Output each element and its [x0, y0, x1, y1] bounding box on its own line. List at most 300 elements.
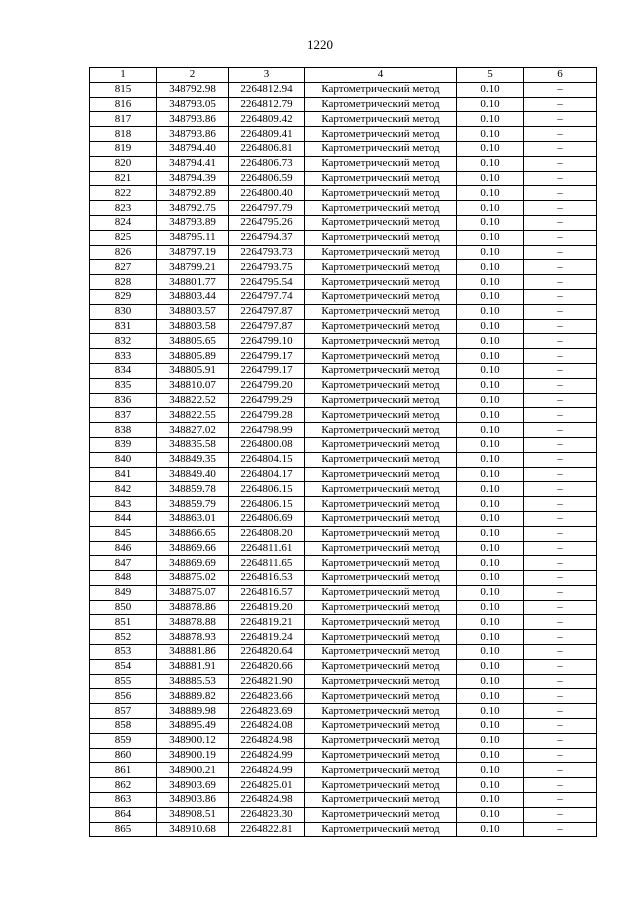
table-cell: 0.10 [457, 437, 524, 452]
table-cell: – [524, 733, 597, 748]
table-cell: 348900.19 [157, 748, 229, 763]
table-cell: 0.10 [457, 156, 524, 171]
table-cell: 0.10 [457, 704, 524, 719]
table-cell: – [524, 97, 597, 112]
table-cell: 837 [90, 408, 157, 423]
table-cell: – [524, 556, 597, 571]
table-cell: Картометрический метод [305, 511, 457, 526]
table-cell: 824 [90, 215, 157, 230]
table-cell: 348827.02 [157, 423, 229, 438]
table-row [90, 748, 597, 763]
table-row [90, 275, 597, 290]
table-cell: 2264811.65 [229, 556, 305, 571]
table-cell: Картометрический метод [305, 393, 457, 408]
table-cell: 348792.98 [157, 82, 229, 97]
table-cell: 830 [90, 304, 157, 319]
table-row [90, 645, 597, 660]
table-cell: 0.10 [457, 645, 524, 660]
table-cell: Картометрический метод [305, 763, 457, 778]
table-row [90, 156, 597, 171]
table-cell: 2264823.66 [229, 689, 305, 704]
table-cell: 2264806.15 [229, 482, 305, 497]
table-cell: 2264800.08 [229, 437, 305, 452]
column-header: 4 [305, 68, 457, 83]
table-cell: 2264812.79 [229, 97, 305, 112]
table-cell: 348859.78 [157, 482, 229, 497]
column-header: 2 [157, 68, 229, 83]
table-row [90, 82, 597, 97]
table-cell: 0.10 [457, 585, 524, 600]
table-cell: 348889.98 [157, 704, 229, 719]
table-cell: – [524, 482, 597, 497]
table-cell: 0.10 [457, 349, 524, 364]
table-cell: Картометрический метод [305, 201, 457, 216]
table-cell: 859 [90, 733, 157, 748]
table-cell: – [524, 689, 597, 704]
table-row [90, 319, 597, 334]
table-row [90, 674, 597, 689]
table-cell: 0.10 [457, 215, 524, 230]
table-row [90, 171, 597, 186]
table-cell: Картометрический метод [305, 689, 457, 704]
table-cell: 0.10 [457, 334, 524, 349]
table-cell: 348792.75 [157, 201, 229, 216]
table-cell: 815 [90, 82, 157, 97]
table-cell: 348805.89 [157, 349, 229, 364]
table-cell: 2264824.99 [229, 748, 305, 763]
table-cell: Картометрический метод [305, 467, 457, 482]
table-cell: 841 [90, 467, 157, 482]
table-cell: – [524, 260, 597, 275]
table-cell: 2264819.20 [229, 600, 305, 615]
table-cell: 861 [90, 763, 157, 778]
table-cell: 835 [90, 378, 157, 393]
table-cell: 348900.21 [157, 763, 229, 778]
table-cell: 348797.19 [157, 245, 229, 260]
table-cell: – [524, 437, 597, 452]
table-cell: 348849.35 [157, 452, 229, 467]
table-cell: 836 [90, 393, 157, 408]
table-cell: 817 [90, 112, 157, 127]
table-cell: Картометрический метод [305, 748, 457, 763]
table-cell: Картометрический метод [305, 733, 457, 748]
table-row [90, 141, 597, 156]
table-row [90, 245, 597, 260]
table-cell: 0.10 [457, 201, 524, 216]
table-cell: 845 [90, 526, 157, 541]
table-row [90, 689, 597, 704]
table-cell: – [524, 156, 597, 171]
table-cell: Картометрический метод [305, 408, 457, 423]
table-cell: 0.10 [457, 630, 524, 645]
table-cell: 2264824.99 [229, 763, 305, 778]
table-row [90, 482, 597, 497]
table-cell: 2264797.79 [229, 201, 305, 216]
table-cell: Картометрический метод [305, 556, 457, 571]
table-cell: 348878.88 [157, 615, 229, 630]
table-cell: 348835.58 [157, 437, 229, 452]
table-row [90, 733, 597, 748]
table-cell: – [524, 289, 597, 304]
table-cell: Картометрический метод [305, 186, 457, 201]
table-row [90, 763, 597, 778]
table-cell: 0.10 [457, 230, 524, 245]
table-cell: 2264799.17 [229, 363, 305, 378]
table-cell: – [524, 585, 597, 600]
table-cell: 0.10 [457, 82, 524, 97]
table-cell: Картометрический метод [305, 704, 457, 719]
table-cell: – [524, 186, 597, 201]
table-cell: 852 [90, 630, 157, 645]
table-cell: Картометрический метод [305, 645, 457, 660]
table-cell: – [524, 526, 597, 541]
table-cell: 2264823.30 [229, 807, 305, 822]
table-cell: 0.10 [457, 674, 524, 689]
table-cell: 0.10 [457, 467, 524, 482]
table-cell: 2264799.10 [229, 334, 305, 349]
table-cell: 840 [90, 452, 157, 467]
table-cell: 2264795.54 [229, 275, 305, 290]
table-cell: Картометрический метод [305, 319, 457, 334]
table-row [90, 556, 597, 571]
table-cell: 348794.41 [157, 156, 229, 171]
table-cell: 829 [90, 289, 157, 304]
table-cell: 2264799.20 [229, 378, 305, 393]
table-cell: 0.10 [457, 807, 524, 822]
table-cell: 828 [90, 275, 157, 290]
table-row [90, 349, 597, 364]
table-row [90, 778, 597, 793]
table-cell: 2264820.66 [229, 659, 305, 674]
table-cell: 2264806.59 [229, 171, 305, 186]
table-cell: 348795.11 [157, 230, 229, 245]
table-row [90, 437, 597, 452]
table-cell: 822 [90, 186, 157, 201]
table-cell: – [524, 82, 597, 97]
table-row [90, 215, 597, 230]
table-row [90, 822, 597, 837]
table-cell: 2264794.37 [229, 230, 305, 245]
table-cell: 348878.93 [157, 630, 229, 645]
table-cell: 0.10 [457, 275, 524, 290]
table-cell: – [524, 319, 597, 334]
table-cell: 2264824.98 [229, 733, 305, 748]
table-cell: Картометрический метод [305, 423, 457, 438]
table-cell: Картометрический метод [305, 97, 457, 112]
table-cell: – [524, 630, 597, 645]
table-row [90, 230, 597, 245]
table-cell: – [524, 497, 597, 512]
table-cell: 2264799.29 [229, 393, 305, 408]
table-cell: 0.10 [457, 408, 524, 423]
table-cell: 0.10 [457, 689, 524, 704]
table-cell: 858 [90, 719, 157, 734]
table-cell: 2264804.17 [229, 467, 305, 482]
table-row [90, 304, 597, 319]
table-cell: – [524, 171, 597, 186]
table-cell: 0.10 [457, 793, 524, 808]
table-row [90, 186, 597, 201]
table-cell: 0.10 [457, 733, 524, 748]
table-row [90, 127, 597, 142]
table-cell: Картометрический метод [305, 541, 457, 556]
table-cell: 2264806.81 [229, 141, 305, 156]
table-cell: – [524, 645, 597, 660]
table-cell: – [524, 423, 597, 438]
table-cell: 831 [90, 319, 157, 334]
table-row [90, 467, 597, 482]
table-cell: 0.10 [457, 778, 524, 793]
table-cell: Картометрический метод [305, 275, 457, 290]
table-cell: 2264793.75 [229, 260, 305, 275]
table-cell: – [524, 393, 597, 408]
table-cell: – [524, 275, 597, 290]
table-cell: 0.10 [457, 541, 524, 556]
table-cell: 827 [90, 260, 157, 275]
table-row [90, 260, 597, 275]
table-cell: 348803.58 [157, 319, 229, 334]
table-cell: Картометрический метод [305, 615, 457, 630]
table-cell: – [524, 600, 597, 615]
table-cell: – [524, 719, 597, 734]
table-cell: 0.10 [457, 304, 524, 319]
table-cell: Картометрический метод [305, 260, 457, 275]
table-cell: Картометрический метод [305, 778, 457, 793]
table-cell: 0.10 [457, 141, 524, 156]
table-cell: – [524, 112, 597, 127]
table-cell: 348881.91 [157, 659, 229, 674]
table-cell: Картометрический метод [305, 156, 457, 171]
table-cell: Картометрический метод [305, 822, 457, 837]
table-cell: – [524, 541, 597, 556]
table-cell: – [524, 304, 597, 319]
table-cell: 0.10 [457, 748, 524, 763]
table-cell: 348869.69 [157, 556, 229, 571]
table-cell: – [524, 793, 597, 808]
table-cell: – [524, 674, 597, 689]
table-cell: 0.10 [457, 511, 524, 526]
table-row [90, 659, 597, 674]
table-cell: 842 [90, 482, 157, 497]
table-cell: 0.10 [457, 319, 524, 334]
table-cell: 2264800.40 [229, 186, 305, 201]
table-cell: 348859.79 [157, 497, 229, 512]
table-cell: 833 [90, 349, 157, 364]
table-cell: Картометрический метод [305, 363, 457, 378]
table-cell: 348885.53 [157, 674, 229, 689]
table-cell: 348803.44 [157, 289, 229, 304]
table-cell: Картометрический метод [305, 112, 457, 127]
table-cell: 2264797.74 [229, 289, 305, 304]
table-cell: 850 [90, 600, 157, 615]
table-row [90, 571, 597, 586]
table-row [90, 719, 597, 734]
table-cell: 348875.07 [157, 585, 229, 600]
table-cell: Картометрический метод [305, 215, 457, 230]
table-cell: – [524, 215, 597, 230]
table-cell: 856 [90, 689, 157, 704]
table-cell: – [524, 378, 597, 393]
table-cell: – [524, 763, 597, 778]
table-header-row [90, 68, 597, 83]
table-cell: – [524, 141, 597, 156]
table-row [90, 807, 597, 822]
table-cell: Картометрический метод [305, 171, 457, 186]
table-cell: 2264798.99 [229, 423, 305, 438]
table-cell: 0.10 [457, 127, 524, 142]
table-cell: 0.10 [457, 378, 524, 393]
table-cell: 2264806.69 [229, 511, 305, 526]
table-cell: 0.10 [457, 556, 524, 571]
table-cell: Картометрический метод [305, 630, 457, 645]
table-row [90, 793, 597, 808]
table-cell: 348908.51 [157, 807, 229, 822]
table-cell: 2264806.15 [229, 497, 305, 512]
table-cell: 348849.40 [157, 467, 229, 482]
table-cell: 0.10 [457, 112, 524, 127]
table-cell: 2264819.24 [229, 630, 305, 645]
table-cell: 348803.57 [157, 304, 229, 319]
table-cell: 0.10 [457, 482, 524, 497]
table-cell: – [524, 363, 597, 378]
table-cell: 0.10 [457, 526, 524, 541]
table-cell: 834 [90, 363, 157, 378]
table-cell: 348822.52 [157, 393, 229, 408]
table-cell: Картометрический метод [305, 437, 457, 452]
table-cell: Картометрический метод [305, 571, 457, 586]
table-row [90, 363, 597, 378]
table-cell: Картометрический метод [305, 585, 457, 600]
table-row [90, 600, 597, 615]
table-cell: 863 [90, 793, 157, 808]
table-cell: 0.10 [457, 452, 524, 467]
column-header: 5 [457, 68, 524, 83]
table-cell: 348799.21 [157, 260, 229, 275]
table-cell: 0.10 [457, 245, 524, 260]
table-cell: – [524, 615, 597, 630]
table-cell: – [524, 511, 597, 526]
table-cell: 0.10 [457, 615, 524, 630]
table-cell: 825 [90, 230, 157, 245]
table-cell: 348822.55 [157, 408, 229, 423]
table-cell: – [524, 467, 597, 482]
table-cell: 348794.39 [157, 171, 229, 186]
table-cell: Картометрический метод [305, 659, 457, 674]
table-cell: 2264793.73 [229, 245, 305, 260]
table-cell: Картометрический метод [305, 452, 457, 467]
table-cell: 853 [90, 645, 157, 660]
table-cell: – [524, 349, 597, 364]
table-cell: Картометрический метод [305, 245, 457, 260]
table-cell: 348863.01 [157, 511, 229, 526]
table-cell: – [524, 201, 597, 216]
table-cell: 2264808.20 [229, 526, 305, 541]
table-cell: 348895.49 [157, 719, 229, 734]
table-cell: 2264811.61 [229, 541, 305, 556]
table-cell: – [524, 408, 597, 423]
table-row [90, 704, 597, 719]
table-cell: 0.10 [457, 719, 524, 734]
table-cell: 2264795.26 [229, 215, 305, 230]
table-cell: 348903.69 [157, 778, 229, 793]
table-cell: 2264809.42 [229, 112, 305, 127]
table-cell: – [524, 807, 597, 822]
table-cell: 348792.89 [157, 186, 229, 201]
table-cell: 348794.40 [157, 141, 229, 156]
table-cell: Картометрический метод [305, 82, 457, 97]
table-cell: 348793.89 [157, 215, 229, 230]
table-cell: 0.10 [457, 171, 524, 186]
table-cell: 864 [90, 807, 157, 822]
table-cell: 0.10 [457, 260, 524, 275]
table-cell: 0.10 [457, 497, 524, 512]
table-cell: 855 [90, 674, 157, 689]
table-cell: 348910.68 [157, 822, 229, 837]
table-row [90, 393, 597, 408]
table-row [90, 201, 597, 216]
table-cell: 348900.12 [157, 733, 229, 748]
table-cell: – [524, 778, 597, 793]
table-cell: 348866.65 [157, 526, 229, 541]
table-cell: – [524, 748, 597, 763]
table-cell: 348793.86 [157, 112, 229, 127]
table-row [90, 334, 597, 349]
table-cell: 0.10 [457, 186, 524, 201]
table-cell: 2264822.81 [229, 822, 305, 837]
table-cell: 348793.05 [157, 97, 229, 112]
table-cell: 348881.86 [157, 645, 229, 660]
table-cell: – [524, 704, 597, 719]
table-cell: 849 [90, 585, 157, 600]
table-cell: 848 [90, 571, 157, 586]
table-cell: 348889.82 [157, 689, 229, 704]
table-cell: Картометрический метод [305, 349, 457, 364]
table-cell: 838 [90, 423, 157, 438]
table-cell: 847 [90, 556, 157, 571]
table-cell: Картометрический метод [305, 482, 457, 497]
table-cell: 2264816.57 [229, 585, 305, 600]
table-cell: 832 [90, 334, 157, 349]
table-cell: – [524, 822, 597, 837]
table-cell: – [524, 127, 597, 142]
table-row [90, 630, 597, 645]
table-row [90, 526, 597, 541]
table-cell: Картометрический метод [305, 793, 457, 808]
table-cell: 348875.02 [157, 571, 229, 586]
table-cell: – [524, 334, 597, 349]
table-cell: 816 [90, 97, 157, 112]
coordinates-table [89, 67, 597, 837]
table-cell: 348793.86 [157, 127, 229, 142]
table-cell: 2264799.28 [229, 408, 305, 423]
table-cell: – [524, 571, 597, 586]
column-header: 3 [229, 68, 305, 83]
table-cell: 854 [90, 659, 157, 674]
table-cell: Картометрический метод [305, 127, 457, 142]
table-row [90, 97, 597, 112]
table-cell: 2264819.21 [229, 615, 305, 630]
table-cell: 2264825.01 [229, 778, 305, 793]
table-row [90, 541, 597, 556]
table-cell: 2264820.64 [229, 645, 305, 660]
column-header: 1 [90, 68, 157, 83]
table-row [90, 378, 597, 393]
table-cell: 0.10 [457, 423, 524, 438]
table-cell: 821 [90, 171, 157, 186]
table-cell: Картометрический метод [305, 526, 457, 541]
table-cell: 2264797.87 [229, 304, 305, 319]
table-cell: 844 [90, 511, 157, 526]
